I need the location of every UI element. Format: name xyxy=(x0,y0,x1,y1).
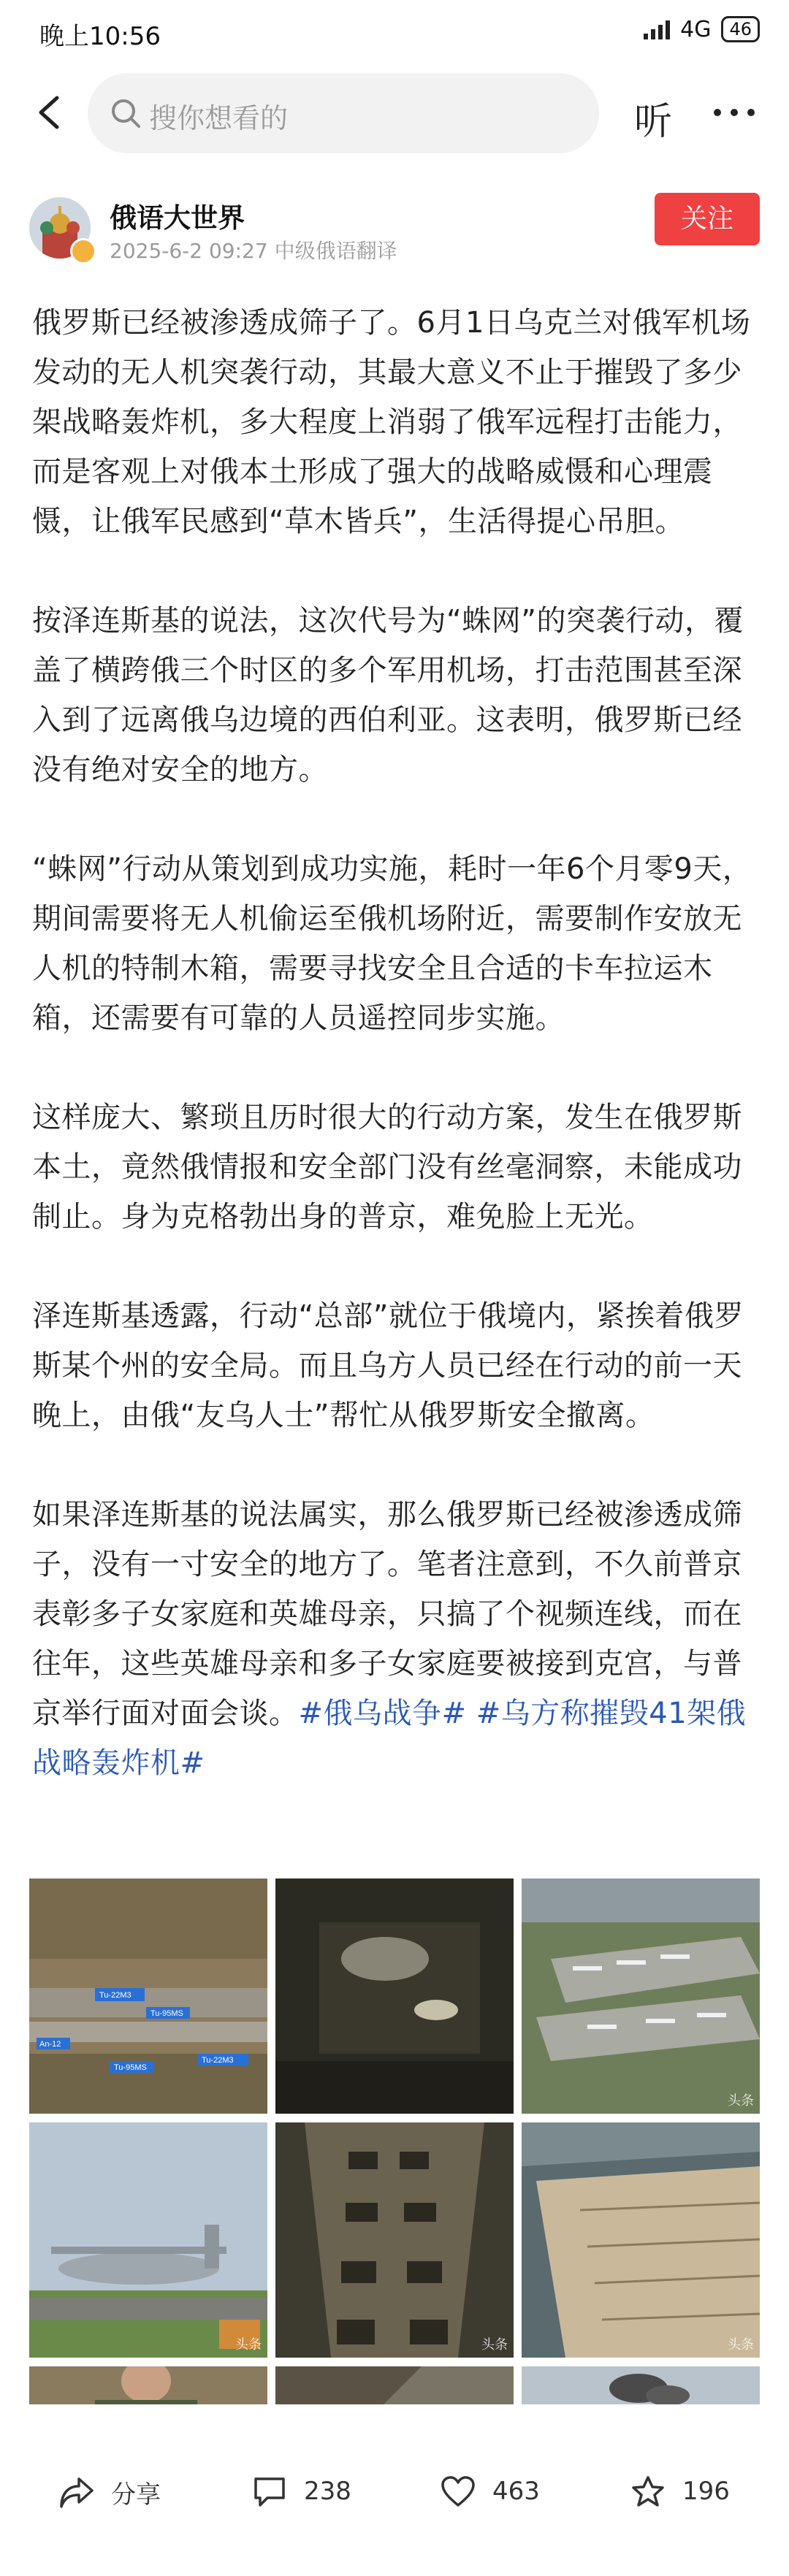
search-placeholder: 搜你想看的 xyxy=(149,102,289,134)
search-input[interactable] xyxy=(88,73,599,153)
share-label: 分享 xyxy=(111,2480,161,2510)
like-count: 463 xyxy=(492,2477,540,2506)
status-bar xyxy=(0,0,789,66)
article-text: 如果泽连斯基的说法属实，那么俄罗斯已经被渗透成筛子，没有一寸安全的地方了。笔者注意到，不久前普京表彰多子女家庭和英雄母亲，只搞了个视频连线，而在往年，这些英雄母亲和多子女家庭要被接到克宫，与普京举行面对面会谈。 xyxy=(32,1498,742,1730)
image-smoke-sky[interactable] xyxy=(522,2366,760,2404)
map-label: Tu-95MS xyxy=(114,2063,147,2072)
image-satellite-map[interactable] xyxy=(29,1879,267,2114)
verified-badge-icon xyxy=(70,238,96,264)
battery-icon xyxy=(721,16,760,42)
article-paragraph: 泽连斯基透露，行动“总部”就位于俄境内，紧挨着俄罗斯某个州的安全局。而且乌方人员已经在行动的前一天晚上，由俄“友乌人士”帮忙从俄罗斯安全撤离。 xyxy=(32,1299,744,1432)
article-body xyxy=(32,298,758,1838)
image-night-airfield[interactable] xyxy=(275,1879,514,2114)
comment-button[interactable] xyxy=(251,2474,351,2508)
like-button[interactable] xyxy=(440,2474,540,2508)
comment-count: 238 xyxy=(304,2477,351,2506)
watermark: 头条 xyxy=(235,2337,262,2353)
article-paragraph: 这样庞大、繁琐且历时很大的行动方案，发生在俄罗斯本土，竟然俄情报和安全部门没有丝毫洞察，未能成功制止。身为克格勃出身的普京，难免脸上无光。 xyxy=(32,1101,742,1234)
status-time: 晚上10:56 xyxy=(39,22,161,51)
hashtag-link[interactable]: #乌方称摧毁41架俄战略轰炸机# xyxy=(32,1697,747,1780)
listen-button[interactable]: 听 xyxy=(634,100,673,144)
post-meta: 2025-6-2 09:27 中级俄语翻译 xyxy=(110,239,397,263)
heart-icon xyxy=(440,2474,476,2508)
search-icon xyxy=(110,97,142,129)
star-icon xyxy=(630,2474,666,2508)
comment-icon xyxy=(251,2474,288,2508)
network-type: 4G xyxy=(680,16,712,42)
watermark: 头条 xyxy=(728,2337,754,2353)
follow-button[interactable]: 关注 xyxy=(655,193,760,245)
top-nav xyxy=(0,73,789,153)
author-header xyxy=(0,190,789,278)
map-label: Tu-22M3 xyxy=(99,1991,132,2000)
article-paragraph: 按泽连斯基的说法，这次代号为“蛛网”的突袭行动，覆盖了横跨俄三个时区的多个军用机场，打击范围甚至深入到了远离俄乌边境的西伯利亚。这表明，俄罗斯已经没有绝对安全的地方。 xyxy=(32,604,744,787)
image-crates-closeup[interactable] xyxy=(275,2366,514,2404)
author-name[interactable]: 俄语大世界 xyxy=(110,202,245,234)
image-bomber-fleet[interactable] xyxy=(522,1879,760,2114)
signal-icon xyxy=(644,19,670,39)
watermark: 头条 xyxy=(481,2337,508,2353)
article-paragraph: “蛛网”行动从策划到成功实施，耗时一年6个月零9天，期间需要将无人机偷运至俄机场附近，需要制作安放无人机的特制木箱，需要寻找安全且合适的卡车拉运木箱，还需要有可靠的人员遥控同步实施。 xyxy=(32,852,752,1035)
share-icon xyxy=(58,2476,95,2510)
favorite-button[interactable] xyxy=(630,2474,730,2508)
watermark: 头条 xyxy=(728,2093,754,2109)
image-tu95-bomber[interactable] xyxy=(29,2122,267,2358)
image-grid xyxy=(29,1879,760,2404)
hashtag-link[interactable]: #俄乌战争# xyxy=(298,1697,467,1730)
map-label: Tu-95MS xyxy=(150,2009,183,2018)
image-truck-drone-crates[interactable] xyxy=(275,2122,514,2358)
back-arrow-icon[interactable] xyxy=(29,91,73,134)
share-button[interactable] xyxy=(58,2474,161,2510)
article-paragraph: 俄罗斯已经被渗透成筛子了。6月1日乌克兰对俄军机场发动的无人机突袭行动，其最大意义不止于摧毁了多少架战略轰炸机，多大程度上消弱了俄军远程打击能力，而是客观上对俄本土形成了强大的战略威慑和心理震慑，让俄军民感到“草木皆兵”，生活得提心吊胆。 xyxy=(32,306,751,538)
article-paragraph-last xyxy=(32,1490,758,1788)
favorite-count: 196 xyxy=(682,2477,730,2506)
map-label: Tu-22M3 xyxy=(202,2056,234,2065)
more-icon[interactable] xyxy=(709,91,760,134)
battery-level: 46 xyxy=(729,19,752,39)
bottom-action-bar xyxy=(0,2455,789,2529)
image-person[interactable] xyxy=(29,2366,267,2404)
map-label: An-12 xyxy=(39,2040,61,2049)
image-container-interior[interactable] xyxy=(522,2122,760,2358)
